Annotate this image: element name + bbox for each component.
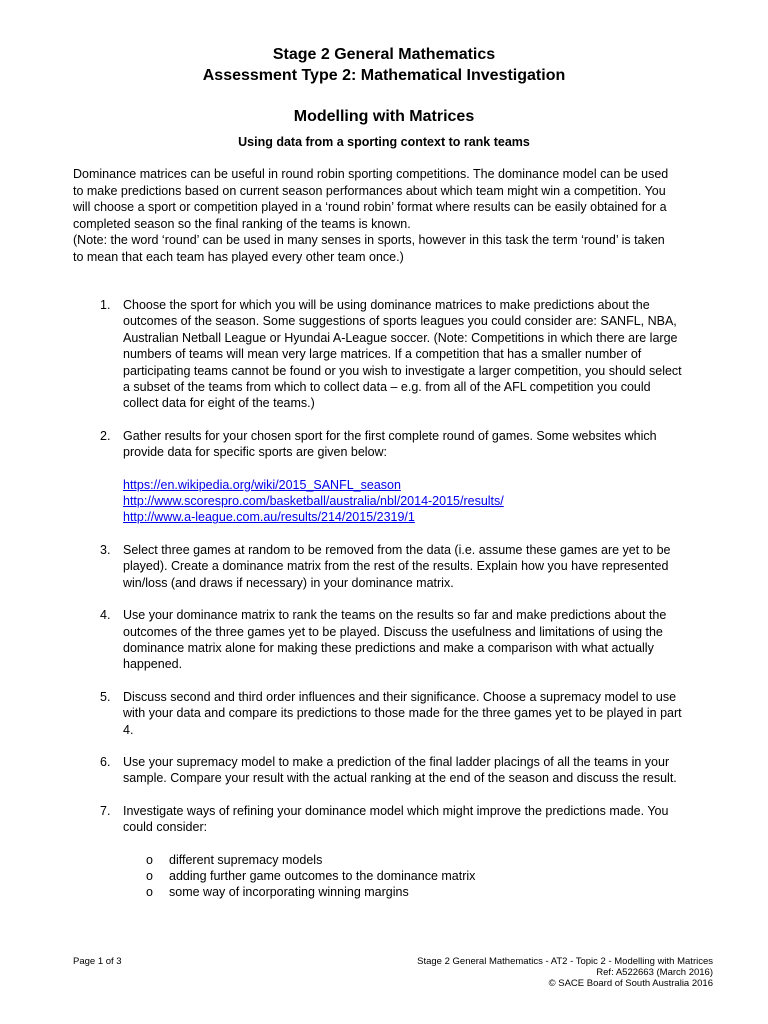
task-number: 5. [100, 689, 111, 704]
list-item [123, 884, 683, 900]
task-item-2 [73, 428, 683, 526]
task-text: Choose the sport for which you will be using dominance matrices to make predictions about the outcomes of the season. Some suggestions of sports leagues you could consider are: SANFL, NBA, Australian Netball League or Hyundai A-League soccer. (Note: Competitions in which there are large numbers of teams will mean very large matrices. If a competition that has a smaller number of participating teams cannot be found or you wish to investigate a larger competition, you should select a subset of the teams from which to collect data – e.g. from all of the AFL competition you could collect data for eight of the teams.) [123, 298, 682, 411]
task-number: 3. [100, 542, 111, 557]
footer-course: Stage 2 General Mathematics - AT2 - Topic 2 - Modelling with Matrices [417, 956, 713, 967]
bullet-marker: o [146, 852, 153, 867]
task-item-5 [73, 689, 683, 738]
task-item-6 [73, 754, 683, 787]
task-list [73, 297, 683, 901]
footer-copyright: © SACE Board of South Australia 2016 [548, 978, 713, 989]
link-a-league[interactable]: http://www.a-league.com.au/results/214/2015/2319/1 [123, 510, 415, 525]
list-item [123, 852, 683, 868]
list-item-text: different supremacy models [169, 852, 323, 867]
page-number: Page 1 of 3 [73, 956, 122, 967]
task-text: Gather results for your chosen sport for the first complete round of games. Some websites which provide data for specific sports are given below: [123, 428, 657, 460]
task-text: Investigate ways of refining your dominance model which might improve the predictions made. You could consider: [123, 803, 669, 835]
task-number: 4. [100, 608, 111, 623]
task-number: 1. [100, 298, 111, 312]
task-item-3 [73, 542, 683, 591]
heading-line-1: Stage 2 General Mathematics [272, 46, 496, 63]
task-text: Select three games at random to be removed from the data (i.e. assume these games are yet to be played). Create a dominance matrix from the rest of the results. Explain how you have represented win/loss (and draws if necessary) in your dominance matrix. [123, 542, 671, 590]
document-title: Modelling with Matrices [293, 108, 475, 125]
task-item-4 [73, 607, 683, 673]
document-heading [0, 44, 768, 86]
task-text: Use your dominance matrix to rank the teams on the results so far and make predictions about the outcomes of the three games yet to be played. Discuss the usefulness and limitations of using the dominance matrix alone for making these predictions and make a comparison with what actually happened. [123, 608, 667, 672]
intro-section [73, 166, 673, 266]
heading-line-2: Assessment Type 2: Mathematical Investigation [202, 67, 566, 84]
task-text: Use your supremacy model to make a prediction of the final ladder placings of all the teams in your sample. Compare your result with the actual ranking at the end of the season and discuss the result. [123, 754, 677, 786]
intro-paragraph: Dominance matrices can be useful in round robin sporting competitions. The dominance model can be used to make predictions based on current season performances about which team might win a competition. You will choose a sport or competition played in a ‘round robin’ format where results can be easily obtained for a completed season so the final ranking of the teams is known. [73, 167, 669, 231]
link-scorespro[interactable]: http://www.scorespro.com/basketball/australia/nbl/2014-2015/results/ [123, 494, 504, 509]
website-links [123, 477, 683, 526]
refinement-list [123, 852, 683, 901]
task-text: Discuss second and third order influences and their significance. Choose a supremacy model to use with your data and compare its predictions to those made for the three games yet to be played in part 4. [123, 689, 682, 737]
document-subtitle: Using data from a sporting context to rank teams [238, 135, 530, 149]
document-footer [417, 956, 713, 989]
task-number: 7. [100, 803, 111, 818]
task-item-1 [73, 297, 683, 412]
task-number: 6. [100, 754, 111, 769]
list-item [123, 868, 683, 884]
link-sanfl[interactable]: https://en.wikipedia.org/wiki/2015_SANFL_season [123, 477, 401, 492]
bullet-marker: o [146, 868, 153, 883]
task-item-7 [73, 803, 683, 901]
list-item-text: adding further game outcomes to the dominance matrix [169, 868, 476, 883]
task-number: 2. [100, 428, 111, 443]
intro-note: (Note: the word ‘round’ can be used in many senses in sports, however in this task the term ‘round’ is taken to mean that each team has played every other team once.) [73, 233, 665, 264]
footer-ref: Ref: A522663 (March 2016) [596, 967, 713, 978]
bullet-marker: o [146, 885, 153, 900]
list-item-text: some way of incorporating winning margins [169, 885, 409, 900]
